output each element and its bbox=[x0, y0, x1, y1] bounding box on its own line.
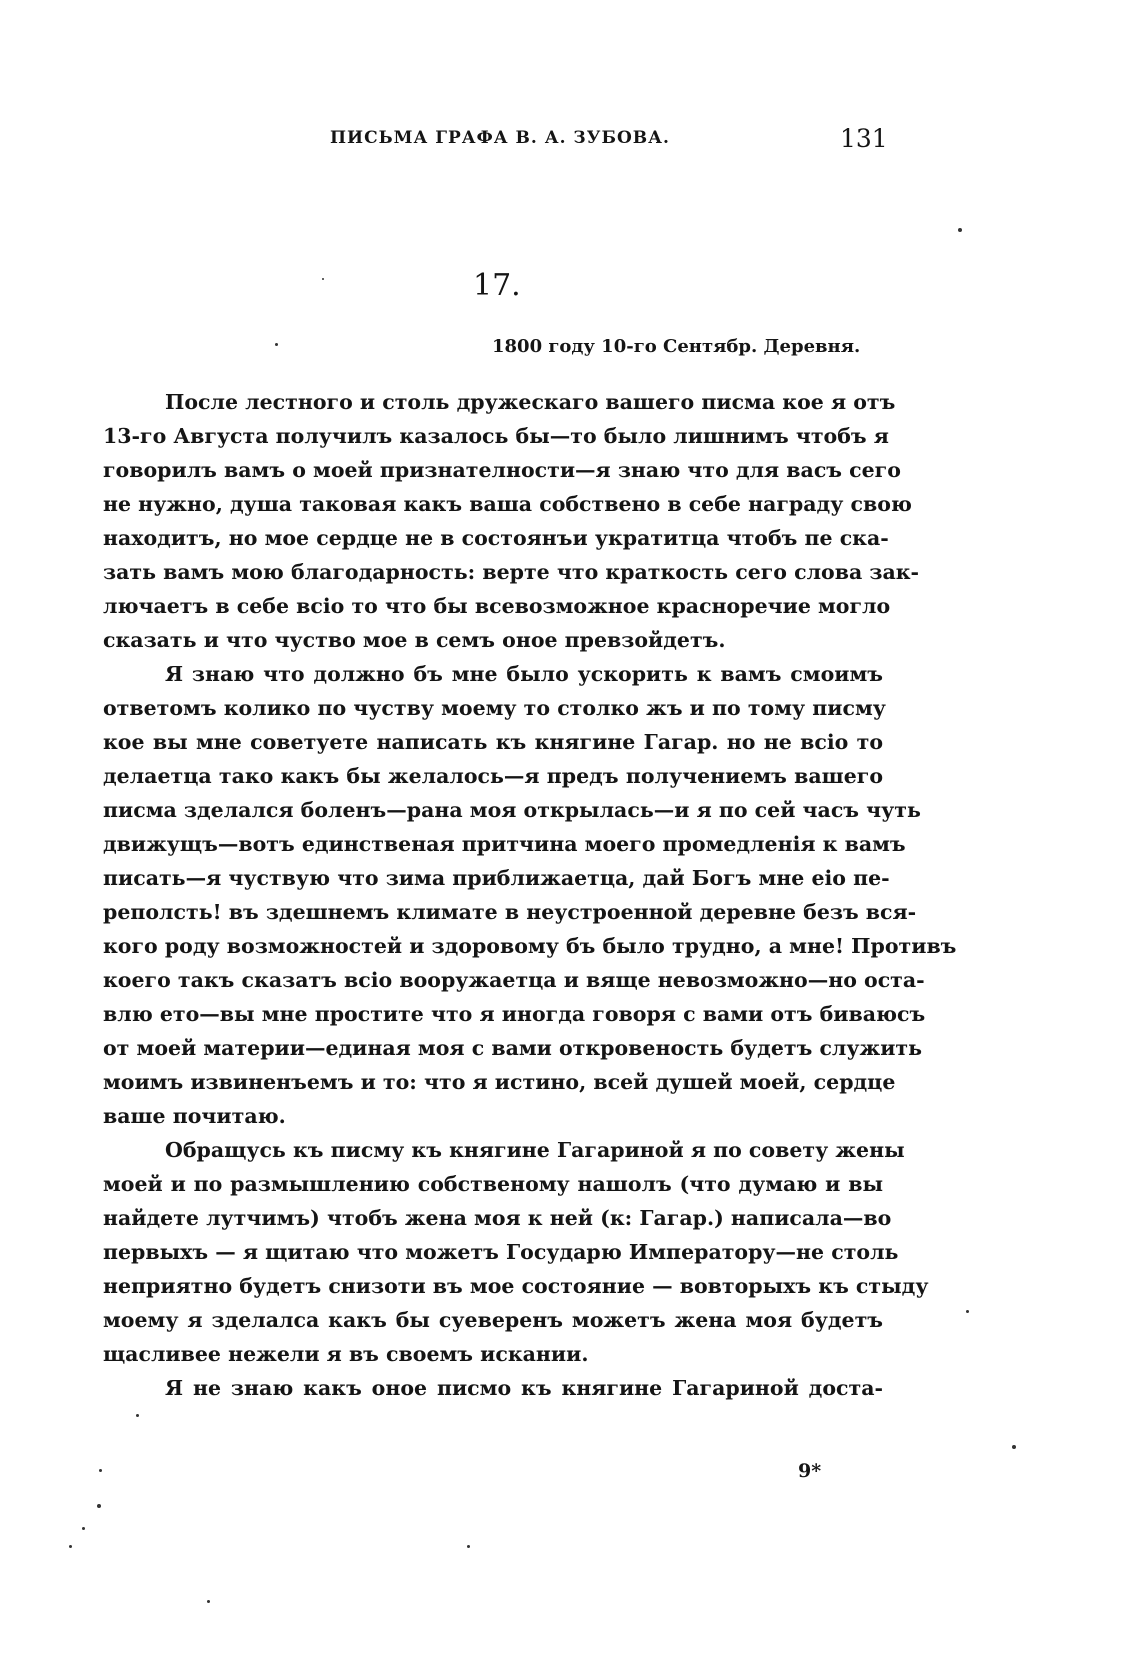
text-line: моей и по размышлению собственому нашолъ (что думаю и вы bbox=[103, 1172, 883, 1196]
text-line: ответомъ колико по чуству моему то столко жъ и по тому писму bbox=[103, 696, 886, 720]
text-line: Обращусь къ писму къ княгине Гагариной я по совету жены bbox=[165, 1138, 905, 1162]
text-line: зать вамъ мою благодарность: верте что краткость сего слова зак- bbox=[103, 560, 920, 584]
text-line: говорилъ вамъ о моей признателности—я знаю что для васъ сего bbox=[103, 458, 901, 482]
text-line: влю ето—вы мне простите что я иногда говоря с вами отъ биваюсъ bbox=[103, 1002, 926, 1026]
text-line: моимъ извиненъемъ и то: что я истино, всей душей моей, сердце bbox=[103, 1070, 896, 1094]
text-line: делаетца тако какъ бы желалось—я предъ получениемъ вашего bbox=[103, 764, 883, 788]
letter-number: 17. bbox=[473, 268, 521, 303]
text-line: Я знаю что должно бъ мне было ускорить к вамъ смоимъ bbox=[165, 662, 883, 686]
text-line: 13-го Августа получилъ казалось бы—то было лишнимъ чтобъ я bbox=[103, 424, 889, 448]
text-line: первыхъ — я щитаю что можетъ Государю Императору—не столь bbox=[103, 1240, 899, 1264]
scan-speck bbox=[1012, 1445, 1016, 1449]
scan-speck bbox=[82, 1527, 85, 1530]
text-line: сказать и что чуство мое в семъ оное превзойдетъ. bbox=[103, 628, 726, 652]
page-number: 131 bbox=[840, 124, 888, 153]
scan-speck bbox=[467, 1545, 470, 1548]
text-line: писать—я чуствую что зима приближаетца, дай Богъ мне еio пе- bbox=[103, 866, 890, 890]
scan-speck bbox=[958, 228, 962, 232]
scan-speck bbox=[275, 343, 278, 346]
letter-body bbox=[103, 385, 957, 1405]
running-title: ПИСЬМА ГРАФА В. А. ЗУБОВА. bbox=[330, 128, 670, 148]
scan-speck bbox=[69, 1545, 72, 1548]
text-line: движущъ—вотъ единственая притчина моего промедленiя к вамъ bbox=[103, 832, 906, 856]
text-line: кое вы мне советуете написать къ княгине Гагар. но не всio то bbox=[103, 730, 883, 754]
text-line: Я не знаю какъ оное писмо къ княгине Гагариной доста- bbox=[165, 1376, 883, 1400]
text-line: неприятно будетъ снизоти въ мое состояние — вовторыхъ къ стыду bbox=[103, 1274, 929, 1298]
text-line: находитъ, но мое сердце не в состоянъи укратитца чтобъ пе ска- bbox=[103, 526, 889, 550]
scan-speck bbox=[97, 1504, 101, 1508]
text-line: лючаетъ в себе всio то что бы всевозможное красноречие могло bbox=[103, 594, 891, 618]
text-line: коего такъ сказатъ всio вооружаетца и вяще невозможно—но оста- bbox=[103, 968, 925, 992]
scan-speck bbox=[207, 1600, 210, 1603]
scan-speck bbox=[322, 278, 324, 280]
text-line: от моей материи—единая моя с вами откровеность будетъ служить bbox=[103, 1036, 923, 1060]
letter-dateline: 1800 году 10-го Сентябр. Деревня. bbox=[492, 336, 861, 357]
text-line: писма зделался боленъ—рана моя открылась—и я по сей часъ чуть bbox=[103, 798, 921, 822]
text-line: найдете лутчимъ) чтобъ жена моя к ней (к: Гагар.) написала—во bbox=[103, 1206, 892, 1230]
text-line: После лестного и столь дружескаго вашего писма кое я отъ bbox=[165, 390, 896, 414]
text-line: реполсть! въ здешнемъ климате в неустроенной деревне безъ вся- bbox=[103, 900, 917, 924]
text-line: ваше почитаю. bbox=[103, 1104, 286, 1128]
text-line: щасливее нежели я въ своемъ искании. bbox=[103, 1342, 589, 1366]
text-line: кого роду возможностей и здоровому бъ было трудно, а мне! Противъ bbox=[103, 934, 957, 958]
scan-speck bbox=[99, 1469, 102, 1472]
signature-mark: 9* bbox=[798, 1460, 822, 1482]
text-line: не нужно, душа таковая какъ ваша собствено в себе награду свою bbox=[103, 492, 912, 516]
text-line: моему я зделалса какъ бы суеверенъ можетъ жена моя будетъ bbox=[103, 1308, 883, 1332]
scan-speck bbox=[966, 1310, 969, 1313]
scan-speck bbox=[136, 1414, 139, 1417]
